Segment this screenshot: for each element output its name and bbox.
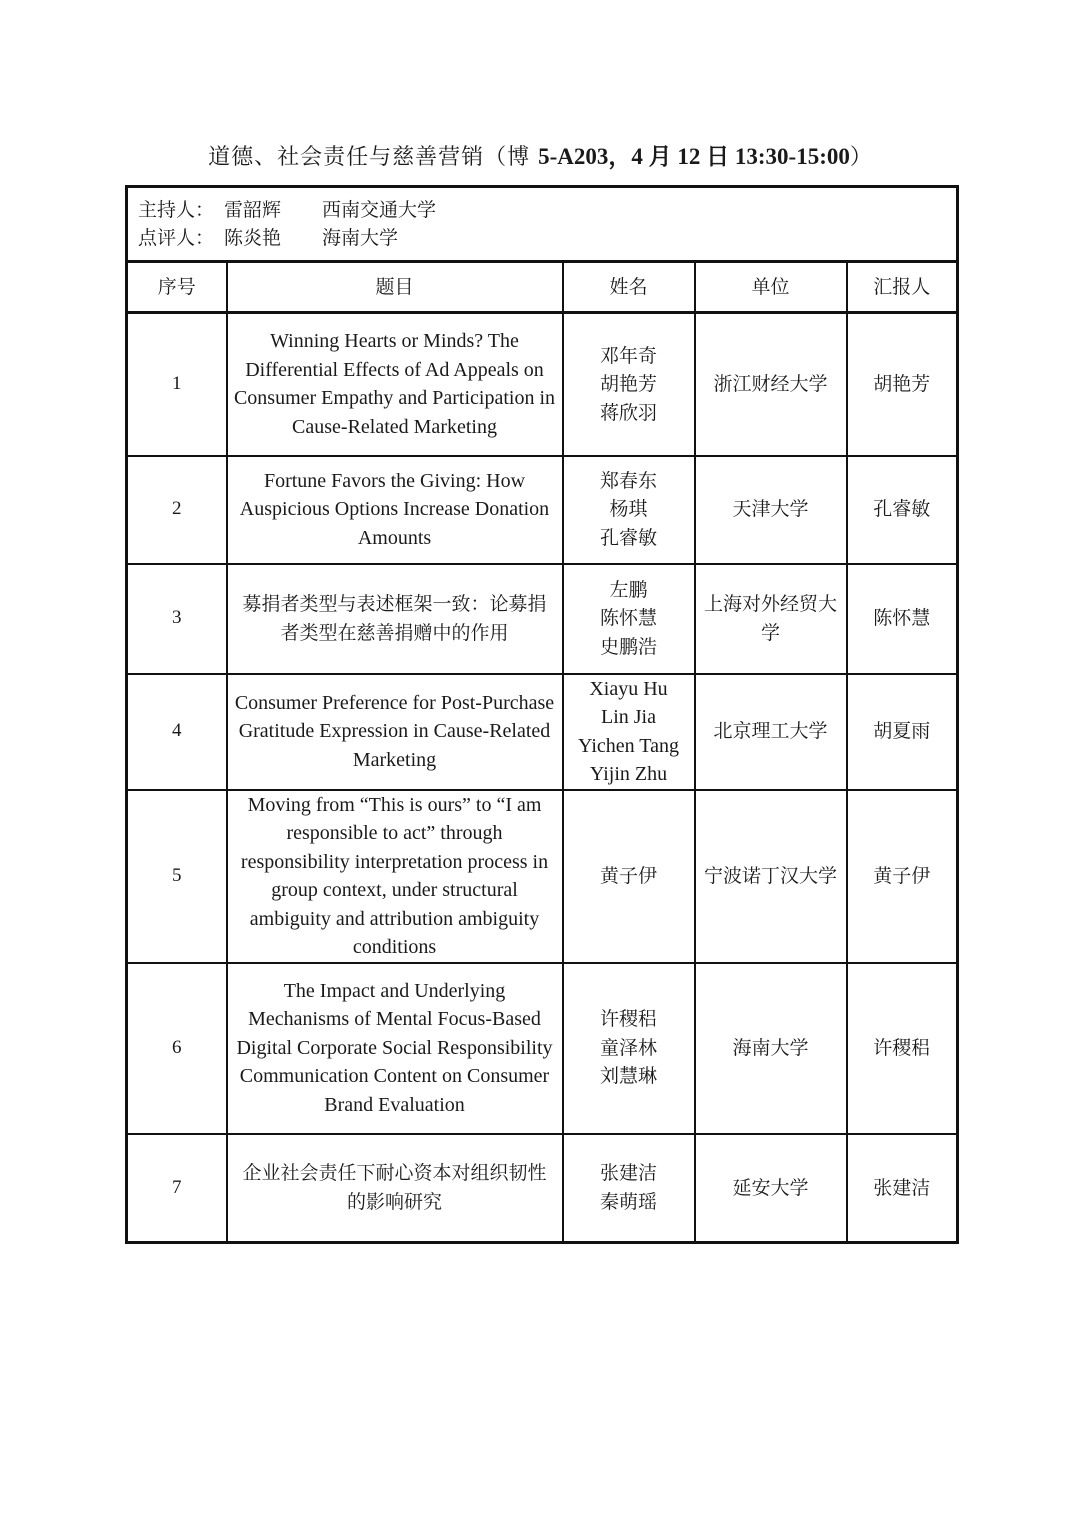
- author-name: 邓年奇: [599, 344, 657, 367]
- row-number: 5: [127, 790, 227, 963]
- authors-cell: [563, 674, 695, 790]
- paper-title: Consumer Preference for Post-Purchase Gratitude Expression in Cause-Related Marketing: [227, 674, 563, 790]
- author-name: 刘慧琳: [599, 1065, 657, 1088]
- session-room-time: 5-A203，4 月 12 日 13:30-15:00: [538, 144, 850, 169]
- author-name: 黄子伊: [599, 864, 657, 887]
- presenter-name: 黄子伊: [847, 790, 958, 963]
- paper-title: The Impact and Underlying Mechanisms of Mental Focus-Based Digital Corporate Social Responsibility Communication Content on Consumer Brand Evaluation: [227, 963, 563, 1134]
- affiliation: 海南大学: [695, 963, 847, 1134]
- author-name: 童泽林: [599, 1036, 657, 1059]
- row-number: 3: [127, 564, 227, 674]
- author-name: 史鹏浩: [599, 635, 657, 658]
- reviewer-name: 陈炎艳: [224, 227, 282, 249]
- column-header-no: 序号: [127, 262, 227, 313]
- authors-cell: [563, 963, 695, 1134]
- table-row: [127, 963, 958, 1134]
- row-number: 2: [127, 456, 227, 564]
- author-name: Xiayu Hu: [589, 677, 668, 700]
- host-org: 西南交通大学: [322, 198, 437, 221]
- paper-title: 企业社会责任下耐心资本对组织韧性的影响研究: [227, 1134, 563, 1243]
- presenter-name: 陈怀慧: [847, 564, 958, 674]
- table-row: [127, 1134, 958, 1243]
- paper-title: Moving from “This is ours” to “I am responsible to act” through responsibility interpretation process in group context, under structural ambiguity and attribution ambiguity conditions: [227, 790, 563, 963]
- schedule-table: [125, 185, 959, 1244]
- table-row: [127, 456, 958, 564]
- reviewer-role-label: 点评人：: [138, 227, 215, 249]
- reviewer-org: 海南大学: [322, 227, 399, 249]
- affiliation: 宁波诺丁汉大学: [695, 790, 847, 963]
- presenter-name: 许稷稆: [847, 963, 958, 1134]
- authors-cell: [563, 1134, 695, 1243]
- authors-cell: [563, 564, 695, 674]
- column-header-authors: 姓名: [563, 262, 695, 313]
- presenter-name: 孔睿敏: [847, 456, 958, 564]
- presenter-name: 胡夏雨: [847, 674, 958, 790]
- table-header-row: [127, 262, 958, 313]
- paper-title: 募捐者类型与表述框架一致：论募捐者类型在慈善捐赠中的作用: [227, 564, 563, 674]
- author-name: 孔睿敏: [599, 526, 657, 549]
- author-name: 秦萌瑶: [599, 1190, 657, 1213]
- column-header-presenter: 汇报人: [847, 262, 958, 313]
- author-name: 胡艳芳: [599, 373, 657, 395]
- affiliation: 上海对外经贸大学: [695, 564, 847, 674]
- table-row: [127, 790, 958, 963]
- author-name: Lin Jia: [601, 706, 656, 728]
- author-name: 蒋欣羽: [599, 401, 657, 424]
- paper-title: Fortune Favors the Giving: How Auspicious Options Increase Donation Amounts: [227, 456, 563, 564]
- paper-title: Winning Hearts or Minds? The Differential Effects of Ad Appeals on Consumer Empathy and Participation in Cause-Related Marketing: [227, 313, 563, 456]
- row-number: 1: [127, 313, 227, 456]
- affiliation: 天津大学: [695, 456, 847, 564]
- host-info-cell: [127, 187, 958, 262]
- author-name: Yijin Zhu: [589, 763, 668, 785]
- author-name: 杨琪: [609, 498, 648, 521]
- table-row: [127, 313, 958, 456]
- author-name: 郑春东: [599, 469, 657, 492]
- session-name: 道德、社会责任与慈善营销（博: [208, 145, 539, 170]
- table-body: [127, 313, 958, 1243]
- host-role-label: 主持人：: [138, 198, 215, 221]
- row-number: 4: [127, 674, 227, 790]
- column-header-unit: 单位: [695, 262, 847, 313]
- author-name: 许稷稆: [599, 1008, 657, 1031]
- authors-cell: [563, 313, 695, 456]
- author-name: 左鹏: [609, 578, 648, 601]
- host-name: 雷韶辉: [224, 198, 282, 221]
- author-name: 陈怀慧: [599, 607, 657, 630]
- session-title-close: ）: [849, 145, 872, 170]
- authors-cell: [563, 790, 695, 963]
- table-row: [127, 674, 958, 790]
- table-row: [127, 564, 958, 674]
- author-name: Yichen Tang: [578, 734, 679, 757]
- host-line: [138, 196, 946, 225]
- reviewer-line: [138, 224, 946, 253]
- affiliation: 延安大学: [695, 1134, 847, 1243]
- affiliation: 北京理工大学: [695, 674, 847, 790]
- row-number: 6: [127, 963, 227, 1134]
- page-title: [0, 140, 1080, 175]
- authors-cell: [563, 456, 695, 564]
- author-name: 张建洁: [599, 1162, 657, 1185]
- presenter-name: 张建洁: [847, 1134, 958, 1243]
- affiliation: 浙江财经大学: [695, 313, 847, 456]
- host-info-row: [127, 187, 958, 262]
- presenter-name: 胡艳芳: [847, 313, 958, 456]
- row-number: 7: [127, 1134, 227, 1243]
- column-header-title: 题目: [227, 262, 563, 313]
